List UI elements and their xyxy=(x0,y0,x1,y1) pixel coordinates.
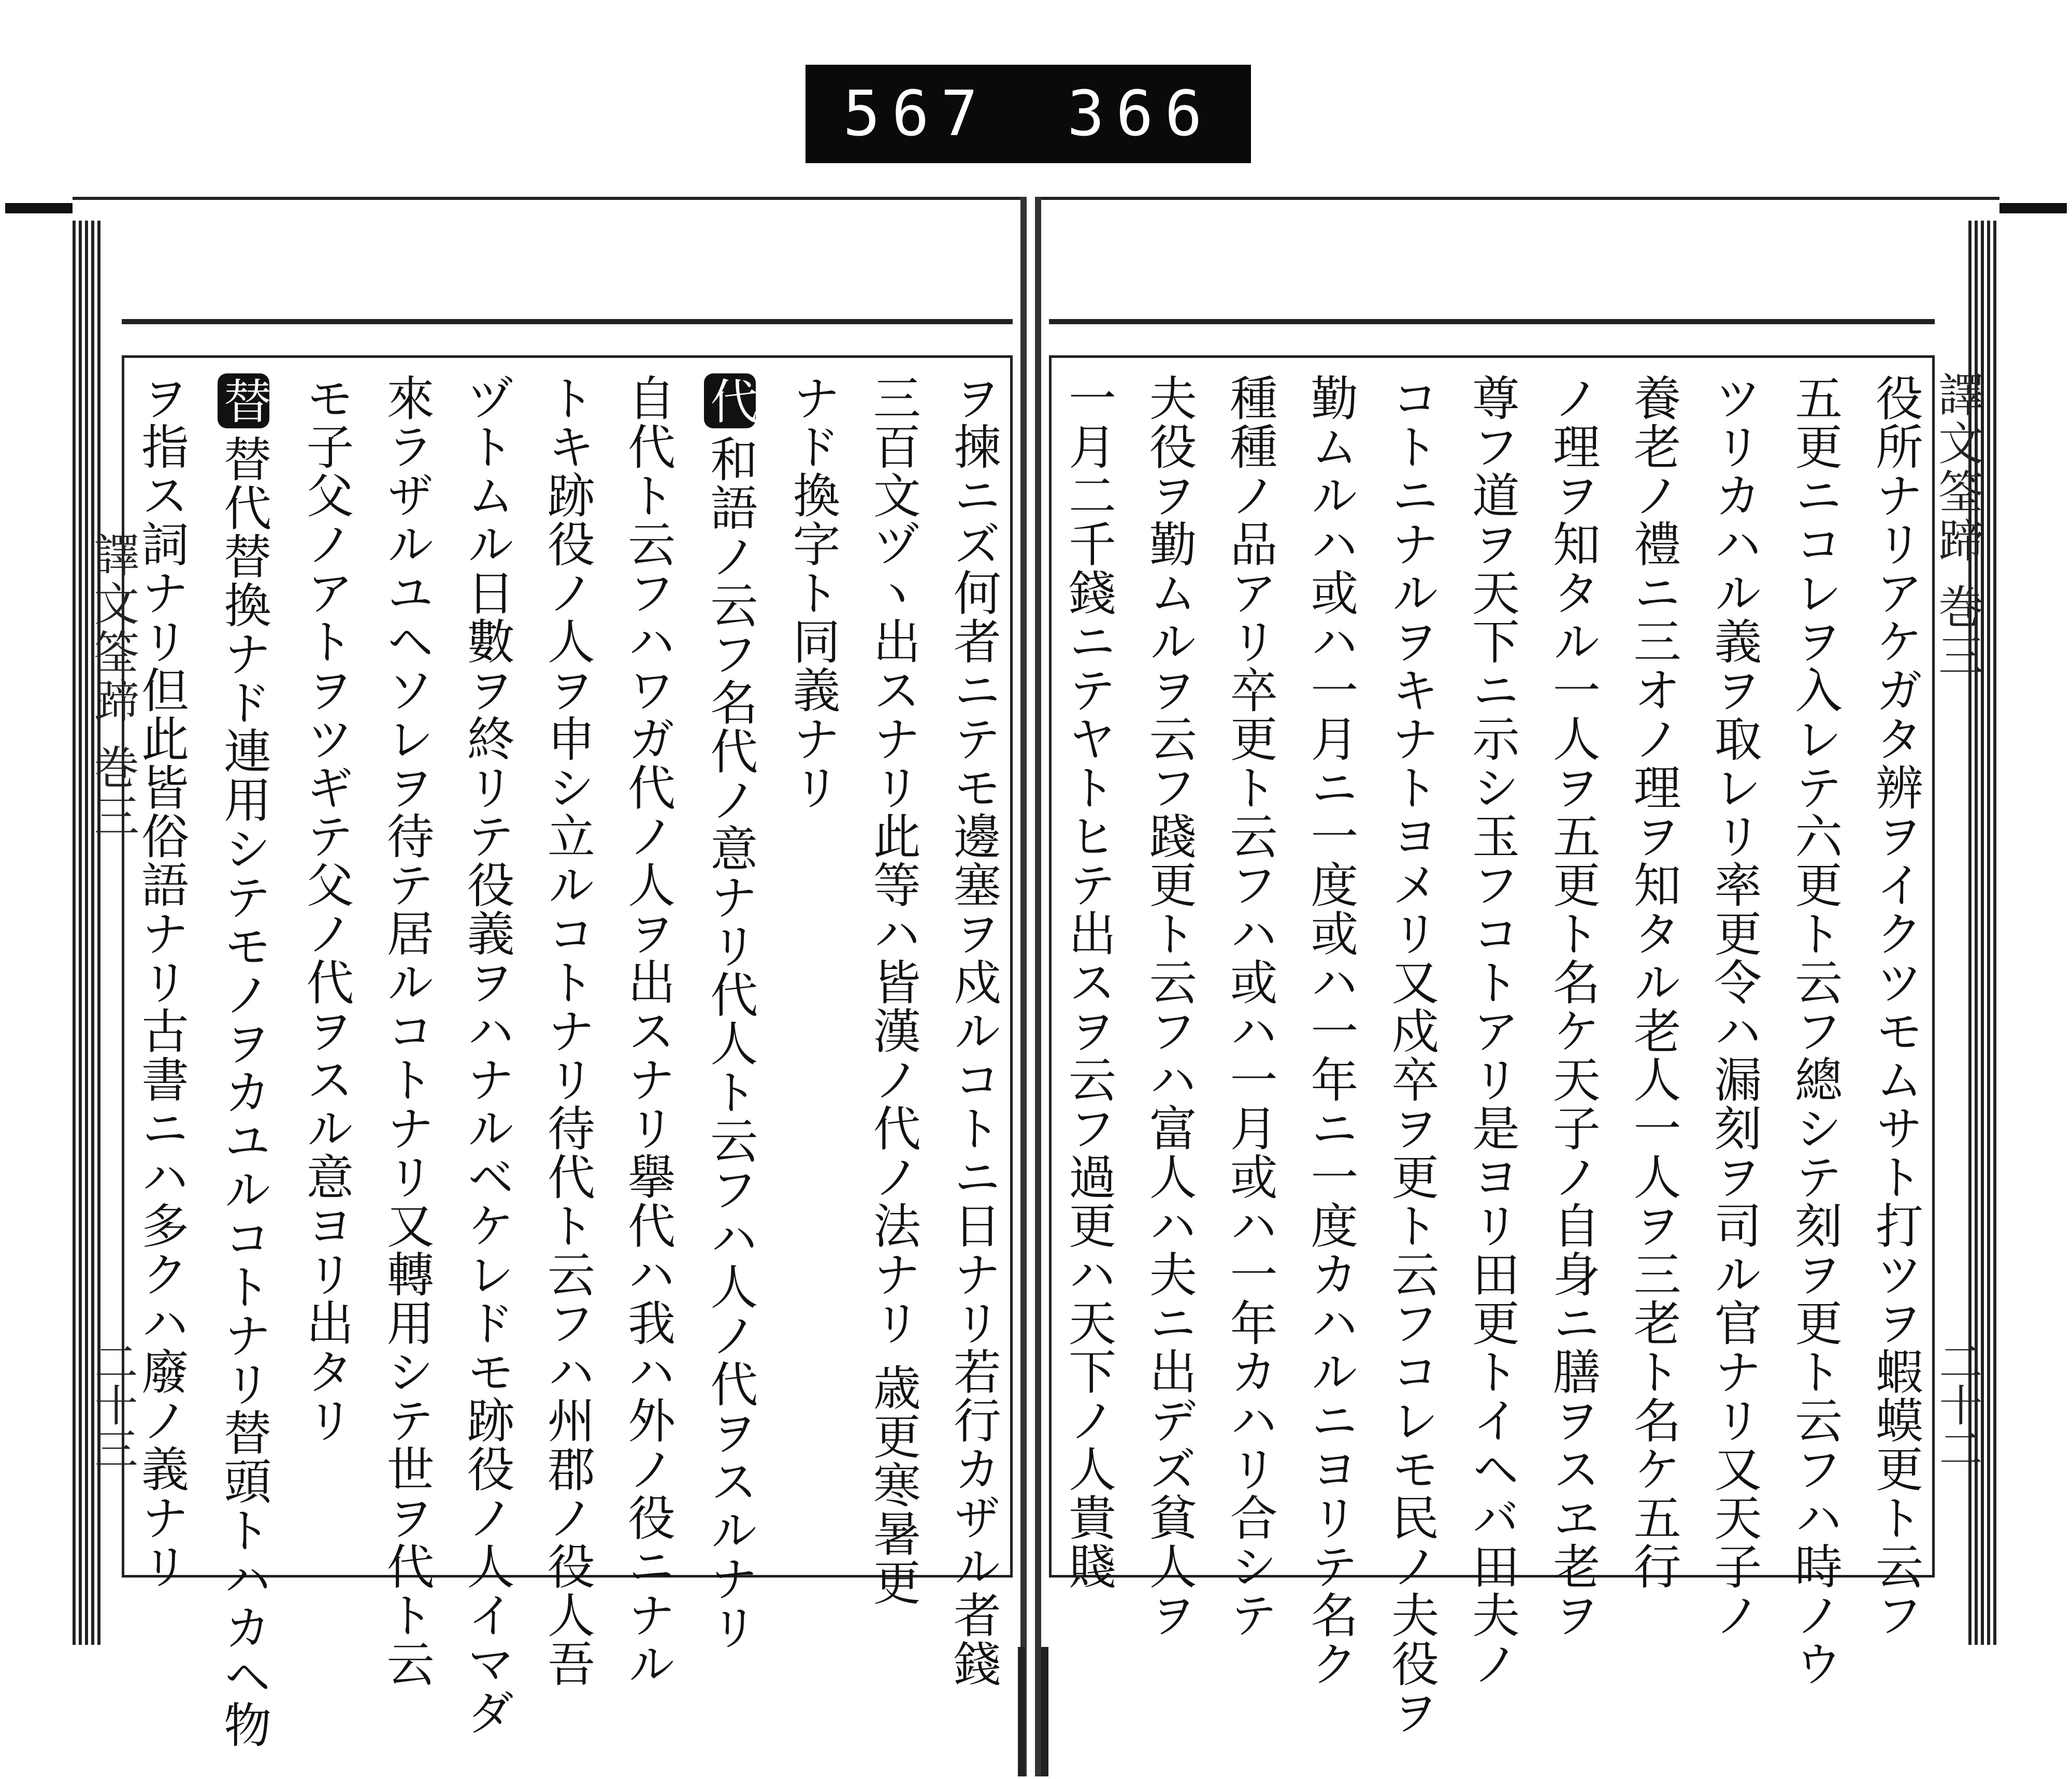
spine-shadow xyxy=(1018,1647,1025,1776)
text-column: 替代替換ナド連用シテモノヲカユルコトナリ替頭トハカヘ物 xyxy=(216,435,272,1749)
text-column: 來ラザルユヘソレヲ待テ居ルコトナリ又轉用シテ世ヲ代ト云 xyxy=(379,373,435,1688)
text-column: 和語ノ云フ名代ノ意ナリ代人ト云フハ人ノ代ヲスルナリ xyxy=(702,435,758,1652)
text-column: モ子父ノアトヲツギテ父ノ代ヲスル意ヨリ出タリ xyxy=(298,373,354,1444)
text-column-entry xyxy=(216,373,272,1749)
text-column: 三百文ヅヽ出スナリ此等ハ皆漢ノ代ノ法ナリ 歳更寒暑更 xyxy=(865,373,921,1607)
right-text-frame xyxy=(1049,355,1935,1737)
right-page-header-rule xyxy=(1049,319,1935,324)
text-column: 種種ノ品アリ卒更ト云フハ或ハ一月或ハ一年カハリ合シテ xyxy=(1222,373,1278,1639)
right-margin-title: 譯文筌蹄 巻三 xyxy=(1931,371,1984,681)
left-page xyxy=(73,197,1020,1749)
text-column: トキ跡役ノ人ヲ申シ立ルコトナリ待代ト云フハ州郡ノ役人吾 xyxy=(539,373,595,1688)
entry-head-tai: 替 xyxy=(218,373,269,428)
text-column: 五更ニコレヲ入レテ六更ト云フ總シテ刻ヲ更ト云フハ時ノウ xyxy=(1787,373,1843,1688)
right-page xyxy=(1041,197,1999,1737)
text-column: ヲ指ス詞ナリ但此皆俗語ナリ古書ニハ多クハ廢ノ義ナリ xyxy=(134,373,189,1590)
text-column: ナド換字ト同義ナリ xyxy=(785,373,841,812)
left-margin-title: 譯文筌蹄 巻三 xyxy=(87,531,140,841)
text-column-entry xyxy=(702,373,758,1652)
text-column: ヲ揀ニズ何者ニテモ邊塞ヲ戍ルコトニ日ナリ若行カザル者錢 xyxy=(945,373,1001,1688)
book-spread xyxy=(73,197,1999,1749)
call-number-part2: 366 xyxy=(1067,78,1214,150)
text-column: 養老ノ禮ニ三オノ理ヲ知タル老人一人ヲ三老ト名ケ五行 xyxy=(1625,373,1681,1590)
text-column: 勤ムルハ或ハ一月ニ一度或ハ一年ニ一度カハルニヨリテ名ク xyxy=(1303,373,1359,1688)
entry-head-dai: 代 xyxy=(704,373,756,428)
left-text-frame xyxy=(122,355,1013,1749)
text-column: ツリカハル義ヲ取レリ率更令ハ漏刻ヲ司ル官ナリ又天子ノ xyxy=(1706,373,1762,1639)
left-page-header-rule xyxy=(122,319,1013,324)
book-gutter xyxy=(1020,197,1041,1776)
text-column: 役所ナリアケガタ辨ヲイクツモムサト打ツヲ蝦蟆更ト云フ xyxy=(1867,373,1923,1639)
text-column: 自代ト云フハワガ代ノ人ヲ出スナリ擧代ハ我ハ外ノ役ニナル xyxy=(620,373,676,1688)
text-column: コトニナルヲキナトヨメリ又戍卒ヲ更ト云フコレモ民ノ夫役ヲ xyxy=(1384,373,1440,1737)
right-folio: 二十二 xyxy=(1932,1339,1983,1470)
text-column: 一月二千錢ニテヤトヒテ出スヲ云フ過更ハ天下ノ人貴賤 xyxy=(1061,373,1116,1590)
text-column: 夫役ヲ勤ムルヲ云フ踐更ト云フハ富人ハ夫ニ出デズ貧人ヲ xyxy=(1141,373,1197,1639)
left-folio: 二十三 xyxy=(88,1339,138,1470)
text-column: ヅトムル日數ヲ終リテ役義ヲハナルベケレドモ跡役ノ人イマダ xyxy=(459,373,515,1737)
spine-shadow xyxy=(1041,1647,1048,1776)
call-number-part1: 567 xyxy=(843,78,989,150)
text-column: 尊フ道ヲ天下ニ示シ玉フコトアリ是ヨリ田更トイヘバ田夫ノ xyxy=(1464,373,1520,1688)
text-column: ノ理ヲ知タル一人ヲ五更ト名ケ天子ノ自身ニ膳ヲスヱ老ヲ xyxy=(1545,373,1601,1639)
call-number-label xyxy=(805,65,1251,163)
